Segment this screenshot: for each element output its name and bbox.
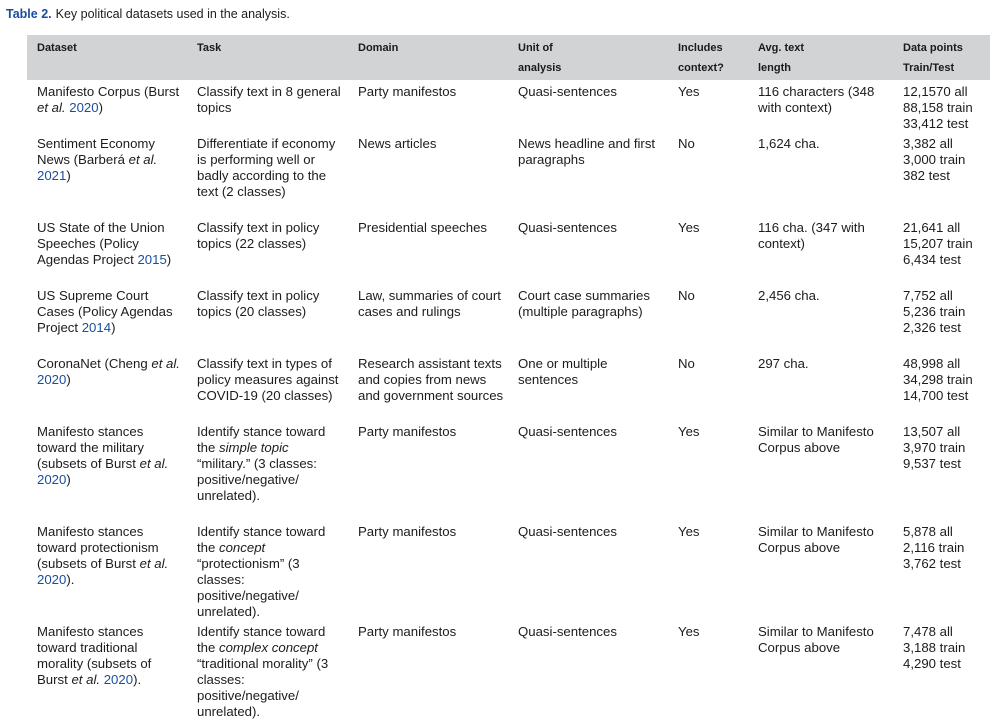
table-row bbox=[27, 284, 990, 352]
cell-avg-length: Similar to Manifesto Corpus above bbox=[758, 424, 874, 455]
cell-data-points: 48,998 all 34,298 train 14,700 test bbox=[903, 356, 973, 403]
cell-avg-length: 2,456 cha. bbox=[758, 288, 820, 303]
cell-task: Classify text in policy topics (20 classes) bbox=[197, 288, 320, 319]
cell-context: No bbox=[678, 288, 695, 303]
cell-context: No bbox=[678, 136, 695, 151]
table-row bbox=[27, 520, 990, 620]
datasets-table bbox=[27, 35, 990, 720]
cell-data-points: 21,641 all 15,207 train 6,434 test bbox=[903, 220, 973, 267]
cell-task: Classify text in policy topics (22 classes) bbox=[197, 220, 320, 251]
cell-unit: Quasi-sentences bbox=[518, 84, 617, 99]
cell-unit: Court case summaries (multiple paragraphs) bbox=[518, 288, 650, 319]
header-avg-length: Avg. text length bbox=[748, 35, 893, 80]
cell-data-points: 12,1570 all 88,158 train 33,412 test bbox=[903, 84, 973, 131]
cell-dataset: Manifesto stances toward the military (subsets of Burst et al. 2020) bbox=[37, 424, 169, 487]
header-domain: Domain bbox=[348, 35, 508, 80]
cell-domain: Party manifestos bbox=[358, 524, 457, 539]
cell-unit: One or multiple sentences bbox=[518, 356, 608, 387]
header-task: Task bbox=[187, 35, 348, 80]
citation-link[interactable]: 2021 bbox=[37, 168, 67, 183]
citation-link[interactable]: 2014 bbox=[81, 320, 112, 335]
cell-dataset: Sentiment Economy News (Barberá et al. 2021) bbox=[37, 136, 158, 183]
cell-avg-length: 116 characters (348 with context) bbox=[758, 84, 875, 115]
cell-unit: Quasi-sentences bbox=[518, 624, 617, 639]
citation-link[interactable]: 2020 bbox=[37, 372, 67, 387]
cell-context: Yes bbox=[678, 424, 700, 439]
cell-avg-length: 297 cha. bbox=[758, 356, 809, 371]
cell-unit: Quasi-sentences bbox=[518, 424, 617, 439]
cell-dataset: US Supreme Court Cases (Policy Agendas Project 2014) bbox=[37, 288, 173, 335]
cell-avg-length: Similar to Manifesto Corpus above bbox=[758, 524, 874, 555]
header-data-points: Data points Train/Test bbox=[893, 35, 990, 80]
citation-link[interactable]: 2020 bbox=[37, 572, 67, 587]
cell-dataset: Manifesto stances toward traditional morality (subsets of Burst et al. 2020). bbox=[37, 624, 152, 687]
cell-dataset: Manifesto Corpus (Burst et al. 2020) bbox=[37, 84, 180, 115]
cell-domain: Party manifestos bbox=[358, 624, 457, 639]
cell-dataset: Manifesto stances toward protectionism (subsets of Burst et al. 2020). bbox=[37, 524, 169, 587]
citation-link[interactable]: 2020 bbox=[103, 672, 134, 687]
cell-context: Yes bbox=[678, 524, 700, 539]
cell-avg-length: 1,624 cha. bbox=[758, 136, 820, 151]
header-unit: Unit of analysis bbox=[508, 35, 668, 80]
cell-data-points: 5,878 all 2,116 train 3,762 test bbox=[903, 524, 965, 571]
cell-context: Yes bbox=[678, 220, 700, 235]
citation-link[interactable]: 2020 bbox=[69, 100, 99, 115]
header-context: Includes context? bbox=[668, 35, 748, 80]
cell-domain: Research assistant texts and copies from news and government sources bbox=[358, 356, 504, 403]
cell-data-points: 7,478 all 3,188 train 4,290 test bbox=[903, 624, 966, 671]
table-row bbox=[27, 352, 990, 420]
cell-context: Yes bbox=[678, 624, 700, 639]
cell-avg-length: 116 cha. (347 with context) bbox=[758, 220, 865, 251]
cell-task: Differentiate if economy is performing well or badly according to the text (2 classes) bbox=[197, 136, 336, 199]
table-row bbox=[27, 420, 990, 520]
cell-domain: News articles bbox=[358, 136, 437, 151]
cell-dataset: CoronaNet (Cheng et al. 2020) bbox=[37, 356, 180, 387]
header-dataset: Dataset bbox=[27, 35, 187, 80]
cell-domain: Presidential speeches bbox=[358, 220, 488, 235]
caption-text: Key political datasets used in the analysis. bbox=[55, 7, 290, 21]
cell-unit: Quasi-sentences bbox=[518, 220, 617, 235]
cell-domain: Party manifestos bbox=[358, 84, 457, 99]
cell-task: Identify stance toward the complex concept “traditional morality” (3 classes: positive/negative/ unrelated). bbox=[197, 624, 329, 719]
cell-task: Classify text in types of policy measures against COVID-19 (20 classes) bbox=[197, 356, 339, 403]
table-caption bbox=[6, 6, 290, 22]
table-header-row bbox=[27, 35, 990, 80]
cell-unit: News headline and first paragraphs bbox=[518, 136, 656, 167]
citation-link[interactable]: 2015 bbox=[137, 252, 167, 267]
cell-domain: Law, summaries of court cases and rulings bbox=[358, 288, 501, 319]
cell-context: No bbox=[678, 356, 695, 371]
table-row bbox=[27, 132, 990, 216]
caption-label: Table 2. bbox=[6, 7, 52, 21]
table-row bbox=[27, 620, 990, 720]
cell-context: Yes bbox=[678, 84, 700, 99]
cell-unit: Quasi-sentences bbox=[518, 524, 617, 539]
citation-link[interactable]: 2020 bbox=[37, 472, 67, 487]
cell-task: Classify text in 8 general topics bbox=[197, 84, 341, 115]
cell-data-points: 3,382 all 3,000 train 382 test bbox=[903, 136, 966, 183]
cell-domain: Party manifestos bbox=[358, 424, 457, 439]
cell-avg-length: Similar to Manifesto Corpus above bbox=[758, 624, 874, 655]
cell-dataset: US State of the Union Speeches (Policy Agendas Project 2015) bbox=[37, 220, 172, 267]
table-row bbox=[27, 216, 990, 284]
cell-task: Identify stance toward the simple topic “military.” (3 classes: positive/negative/ unrelated). bbox=[197, 424, 326, 503]
table-row bbox=[27, 80, 990, 132]
cell-data-points: 7,752 all 5,236 train 2,326 test bbox=[903, 288, 966, 335]
cell-data-points: 13,507 all 3,970 train 9,537 test bbox=[903, 424, 966, 471]
cell-task: Identify stance toward the concept “protectionism” (3 classes: positive/negative/ unrelated). bbox=[197, 524, 326, 619]
